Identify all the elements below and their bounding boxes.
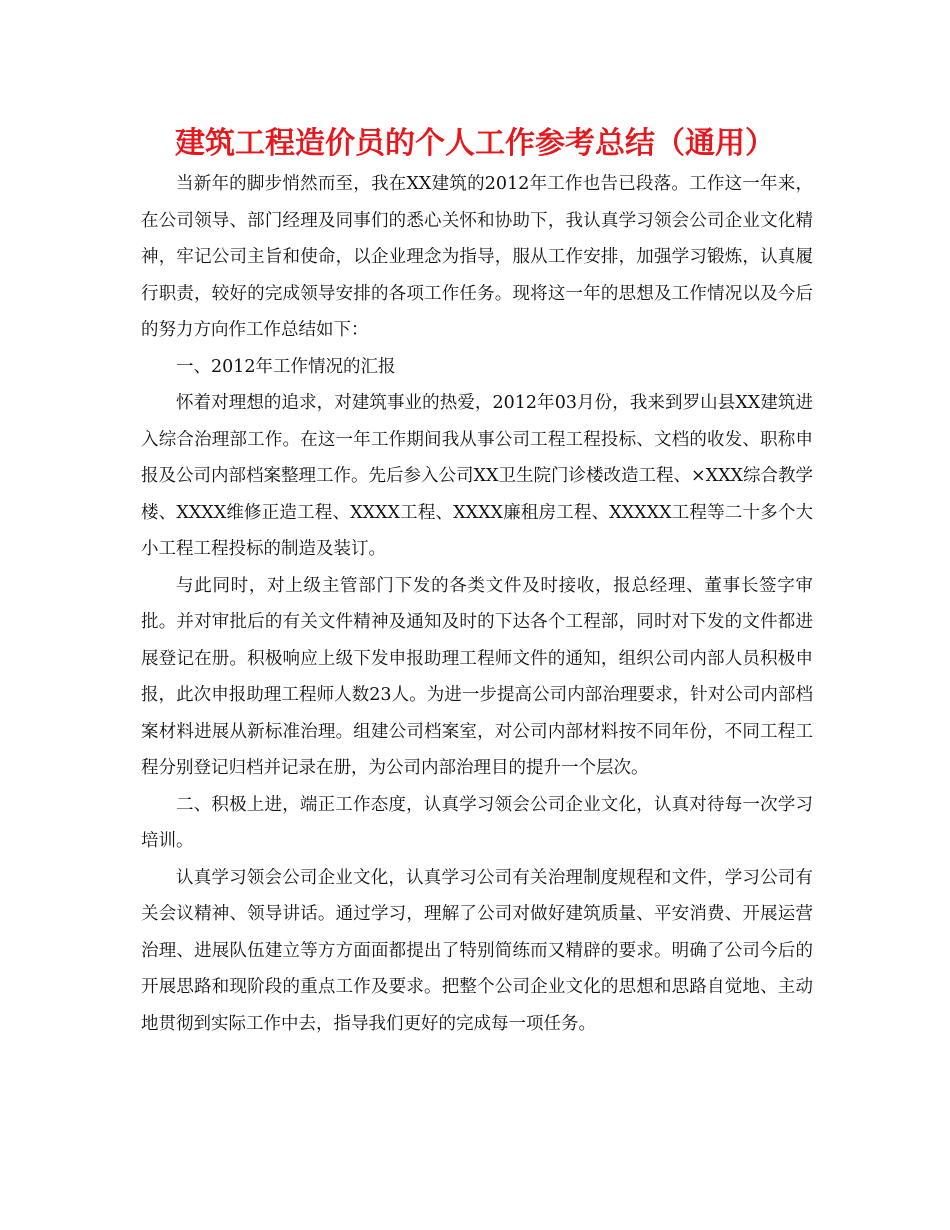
paragraph-document-handling: 与此同时，对上级主管部门下发的各类文件及时接收，报总经理、董事长签字审批。并对审批后的有关文件精神及通知及时的下达各个工程部，同时对下发的文件都进展登记在册。积极响应上级下发申报助理工程师文件的通知，组织公司内部人员积极申报，此次申报助理工程师人数23人。为进一步提高公司内部治理要求，针对公司内部档案材料进展从新标准治理。组建公司档案室，对公司内部材料按不同年份，不同工程工程分别登记归档并记录在册，为公司内部治理目的提升一个层次。 — [141, 575, 813, 778]
paragraph-work-overview: 怀着对理想的追求，对建筑事业的热爱，2012年03月份，我来到罗山县XX建筑进入综合治理部工作。在这一年工作期间我从事公司工程工程投标、文档的收发、职称申报及公司内部档案整理工作。先后参入公司XX卫生院门诊楼改造工程、×XXX综合教学楼、XXXX维修正造工程、XXXX工程、XXXX廉租房工程、XXXXX工程等二十多个大小工程工程投标的制造及装订。 — [141, 393, 813, 559]
paragraph-study: 认真学习领会公司企业文化，认真学习公司有关治理制度规程和文件，学习公司有关会议精神、领导讲话。通过学习，理解了公司对做好建筑质量、平安消费、开展运营治理、进展队伍建立等方方面面都提出了特别简练而又精辟的要求。明确了公司今后的开展思路和现阶段的重点工作及要求。把整个公司企业文化的思想和思路自觉地、主动地贯彻到实际工作中去，指导我们更好的完成每一项任务。 — [141, 867, 813, 1034]
section-heading-2: 二、积极上进，端正工作态度，认真学习领会公司企业文化，认真对待每一次学习培训。 — [141, 794, 813, 851]
document-title: 建筑工程造价员的个人工作参考总结（通用） — [175, 126, 775, 161]
section-heading-1: 一、2012年工作情况的汇报 — [176, 356, 396, 377]
document-body — [141, 166, 813, 1042]
paragraph-intro: 当新年的脚步悄然而至，我在XX建筑的2012年工作也告已段落。工作这一年来，在公司领导、部门经理及同事们的悉心关怀和协助下，我认真学习领会公司企业文化精神，牢记公司主旨和使命，以企业理念为指导，服从工作安排，加强学习锻炼，认真履行职责，较好的完成领导安排的各项工作任务。现将这一年的思想及工作情况以及今后的努力方向作工作总结如下： — [141, 174, 813, 340]
